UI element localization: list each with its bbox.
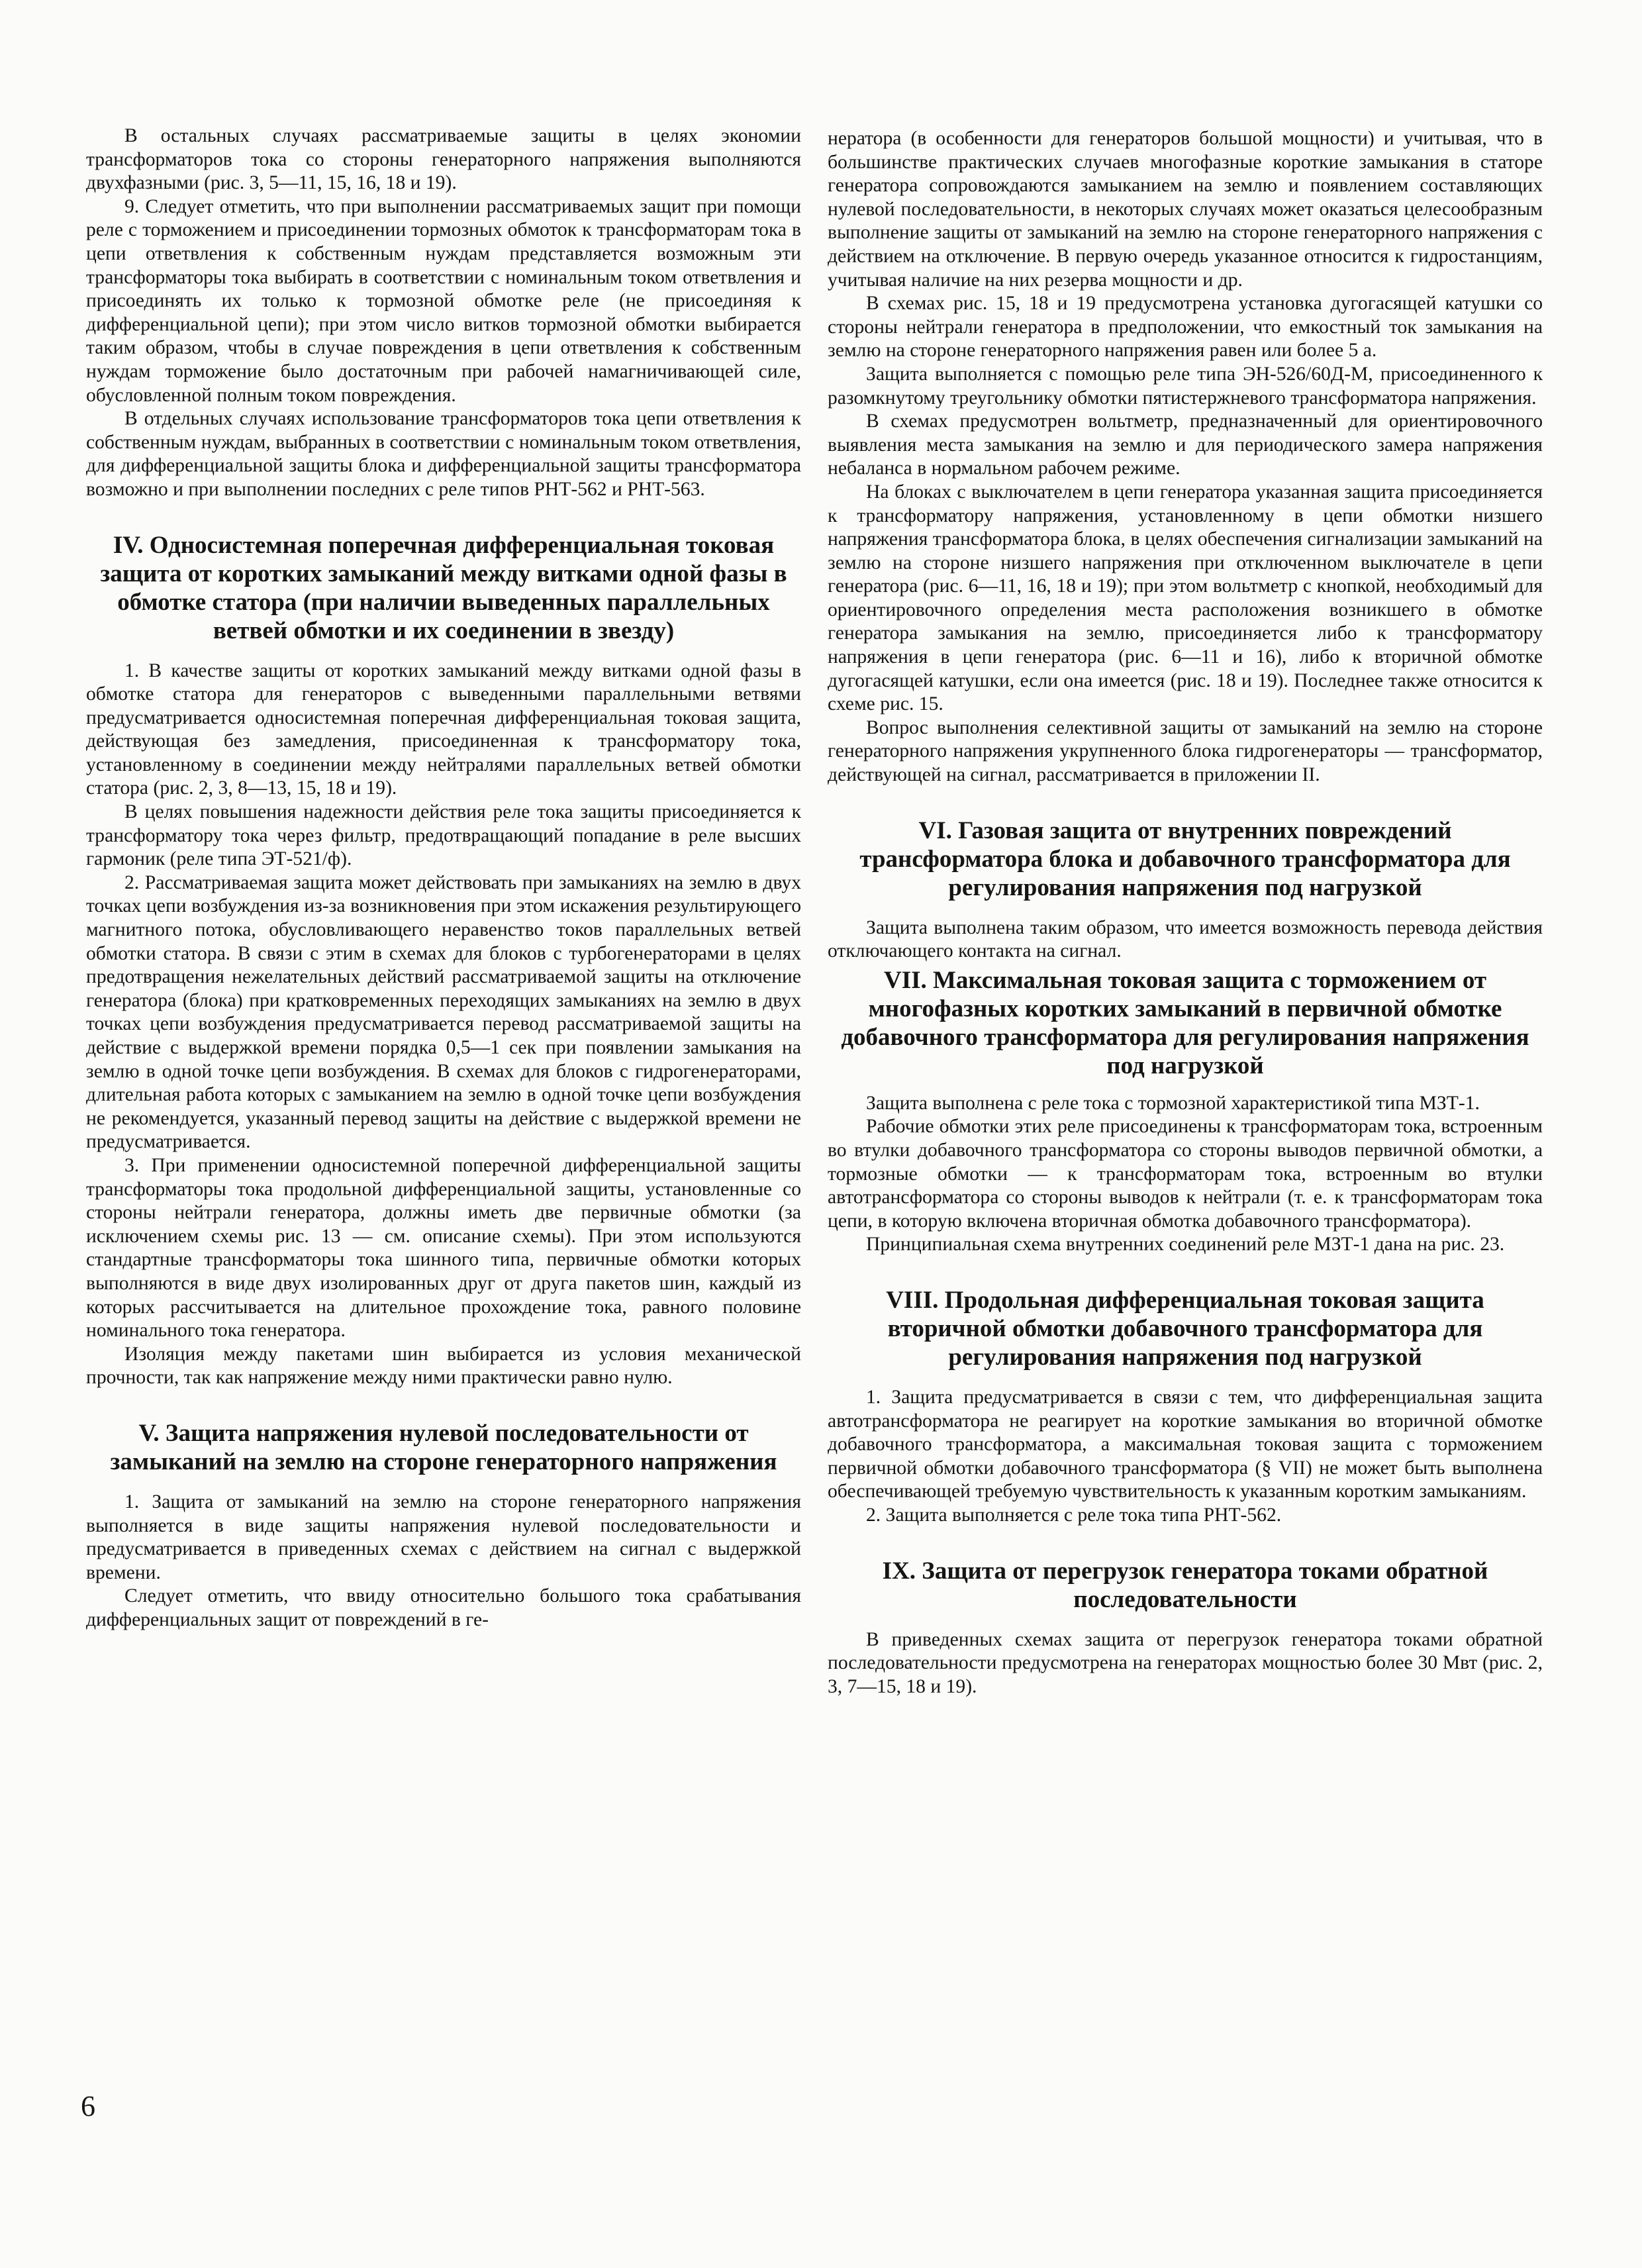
section-heading-iv: IV. Односистемная поперечная дифференциальная токовая защита от коротких замыканий между витками одной фазы в обмотке статора (при наличии выведенных параллельных ветвей обмотки и их соединении в звезду) [100,531,787,644]
paragraph: В целях повышения надежности действия реле тока защиты присоединяется к трансформатору тока через фильтр, предотвращающий попадание в реле высших гармоник (реле типа ЭТ-521/ф). [86,801,801,870]
paragraph: 1. Защита предусматривается в связи с тем, что дифференциальная защита автотрансформатора не реагирует на короткие замыкания во вторичной обмотке добавочного трансформатора, а максимальная токовая защита с торможением первичной обмотки добавочного трансформатора (§ VII) не может быть выполнена обеспечивающей требуемую чувствительность к указанным коротким замыканиям. [828,1386,1543,1503]
section-heading-v: V. Защита напряжения нулевой последовательности от замыканий на землю на стороне генераторного напряжения [110,1419,777,1475]
left-column [86,124,801,1632]
paragraph: 2. Рассматриваемая защита может действовать при замыканиях на землю в двух точках цепи возбуждения из-за возникновения при этом искажения результирующего магнитного потока, обусловливающего неравенство токов параллельных ветвей обмотки статора. В связи с этим в схемах для блоков с турбогенераторами в целях предотвращения нежелательных действий рассматриваемой защиты на отключение генератора (блока) при кратковременных переходящих замыканиях на землю в двух точках цепи возбуждения предусматривается перевод рассматриваемой защиты на действие с выдержкой времени порядка 0,5—1 сек при появлении замыкания на землю в одной точке цепи возбуждения. В схемах для блоков с гидрогенераторами, длительная работа которых с замыканием на землю в одной точке цепи возбуждения не рекомендуется, указанный перевод защиты на действие с выдержкой времени не предусматривается. [86,871,801,1153]
paragraph: 1. Защита от замыканий на землю на стороне генераторного напряжения выполняется в виде защиты напряжения нулевой последовательности и предусматривается в приведенных схемах с действием на сигнал с выдержкой времени. [86,1491,801,1583]
paragraph: Изоляция между пакетами шин выбирается из условия механической прочности, так как напряжение между ними практически равно нулю. [86,1343,801,1389]
paragraph: Рабочие обмотки этих реле присоединены к трансформаторам тока, встроенным во втулки добавочного трансформатора со стороны выводов первичной обмотки, а тормозные обмотки — к трансформаторам тока, встроенным во втулки автотрансформатора со стороны выводов к нейтрали (т. е. к трансформаторам тока цепи, в которую включена вторичная обмотка добавочного трансформатора). [828,1116,1543,1232]
section-heading-vii: VII. Максимальная токовая защита с торможением от многофазных коротких замыканий в первичной обмотке добавочного трансформатора для регулирования напряжения под нагрузкой [841,966,1529,1079]
paragraph: Защита выполняется с помощью реле типа ЭН-526/60Д-М, присоединенного к разомкнутому треугольнику обмотки пятистержневого трансформатора напряжения. [828,363,1543,409]
paragraph: В схемах рис. 15, 18 и 19 предусмотрена установка дугогасящей катушки со стороны нейтрали генератора в предположении, что емкостный ток замыкания на землю на стороне генераторного напряжения равен или более 5 а. [828,293,1543,362]
section-heading-vi: VI. Газовая защита от внутренних повреждений трансформатора блока и добавочного трансформатора для регулирования напряжения под нагрузкой [859,816,1511,901]
section-heading-ix: IX. Защита от перегрузок генератора токами обратной последовательности [882,1557,1488,1613]
section-heading-viii: VIII. Продольная дифференциальная токовая защита вторичной обмотки добавочного трансформатора для регулирования напряжения под нагрузкой [886,1286,1484,1371]
paragraph: 2. Защита выполняется с реле тока типа РНТ-562. [866,1504,1282,1526]
paragraph: 9. Следует отметить, что при выполнении рассматриваемых защит при помощи реле с торможением и присоединении тормозных обмоток к трансформаторам тока в цепи ответвления к собственным нуждам представляется возможным эти трансформаторы тока выбирать в соответствии с номинальным током ответвления и присоединять их только к тормозной обмотке реле (не присоединяя к дифференциальной цепи); при этом число витков тормозной обмотки выбирается таким образом, чтобы в случае повреждения в цепи ответвления к собственным нуждам торможение было достаточным при рабочей намагничивающей силе, обусловленной полным током повреждения. [86,195,801,406]
paragraph: На блоках с выключателем в цепи генератора указанная защита присоединяется к трансформатору напряжения, установленному в цепи обмотки низшего напряжения трансформатора блока, в целях обеспечения сигнализации замыканий на землю на стороне низшего напряжения при отключенном выключателе в цепи генератора (рис. 6—11, 16, 18 и 19); при этом вольтметр с кнопкой, необходимый для ориентировочного определения места расположения возникшего в обмотке генератора замыкания на землю, присоединяется либо к трансформатору напряжения в цепи генератора (рис. 6—11 и 16), либо к вторичной обмотке дугогасящей катушки, если она имеется (рис. 18 и 19). Последнее также относится к схеме рис. 15. [828,481,1543,715]
paragraph: 1. В качестве защиты от коротких замыканий между витками одной фазы в обмотке статора для генераторов с выведенными параллельными ветвями предусматривается односистемная поперечная дифференциальная токовая защита, действующая без замедления, присоединенная к трансформатору тока, установленному в соединении между нейтралями параллельных ветвей обмотки статора (рис. 2, 3, 8—13, 15, 18 и 19). [86,660,801,799]
paragraph: Следует отметить, что ввиду относительно большого тока срабатывания дифференциальных защит от повреждений в ге- [86,1585,801,1630]
page-number: 6 [81,2090,95,2122]
right-column [828,127,1543,1699]
paragraph: В приведенных схемах защита от перегрузок генератора токами обратной последовательности предусмотрена на генераторах мощностью более 30 Мвт (рис. 2, 3, 7—15, 18 и 19). [828,1628,1543,1697]
paragraph: В схемах предусмотрен вольтметр, предназначенный для ориентировочного выявления места замыкания на землю и для периодического замера напряжения небаланса в нормальном рабочем режиме. [828,411,1543,479]
paragraph: Принципиальная схема внутренних соединений реле МЗТ-1 дана на рис. 23. [866,1234,1505,1256]
paragraph-continued: нератора (в особенности для генераторов большой мощности) и учитывая, что в большинстве практических случаев многофазные короткие замыкания в статоре генератора сопровождаются замыканием на землю и появлением составляющих нулевой последовательности, в некоторых случаях может оказаться целесообразным выполнение защиты от замыканий на землю на стороне генераторного напряжения с действием на отключение. В первую очередь указанное относится к гидростанциям, учитывая наличие на них резерва мощности и др. [828,128,1543,291]
paragraph: В остальных случаях рассматриваемые защиты в целях экономии трансформаторов тока со стороны генераторного напряжения выполняются двухфазными (рис. 3, 5—11, 15, 16, 18 и 19). [86,125,801,194]
paragraph: 3. При применении односистемной поперечной дифференциальной защиты трансформаторы тока продольной дифференциальной защиты, установленные со стороны нейтрали генератора, должны иметь две первичные обмотки (за исключением схемы рис. 13 — см. описание схемы). При этом используются стандартные трансформаторы тока шинного типа, первичные обмотки которых выполняются в виде двух изолированных друг от друга пакетов шин, каждый из которых рассчитывается на длительное прохождение тока, равного половине номинального тока генератора. [86,1154,801,1342]
paragraph: Защита выполнена с реле тока с тормозной характеристикой типа МЗТ-1. [866,1092,1480,1114]
paragraph: Вопрос выполнения селективной защиты от замыканий на землю на стороне генераторного напряжения укрупненного блока гидрогенераторы — трансформатор, действующей на сигнал, рассматривается в приложении II. [828,716,1543,786]
paragraph: Защита выполнена таким образом, что имеется возможность перевода действия отключающего контакта на сигнал. [828,916,1543,962]
paragraph: В отдельных случаях использование трансформаторов тока цепи ответвления к собственным нуждам, выбранных в соответствии с номинальным током ответвления, для дифференциальной защиты блока и дифференциальной защиты трансформатора возможно и при выполнении последних с реле типов РНТ-562 и РНТ-563. [86,408,801,500]
